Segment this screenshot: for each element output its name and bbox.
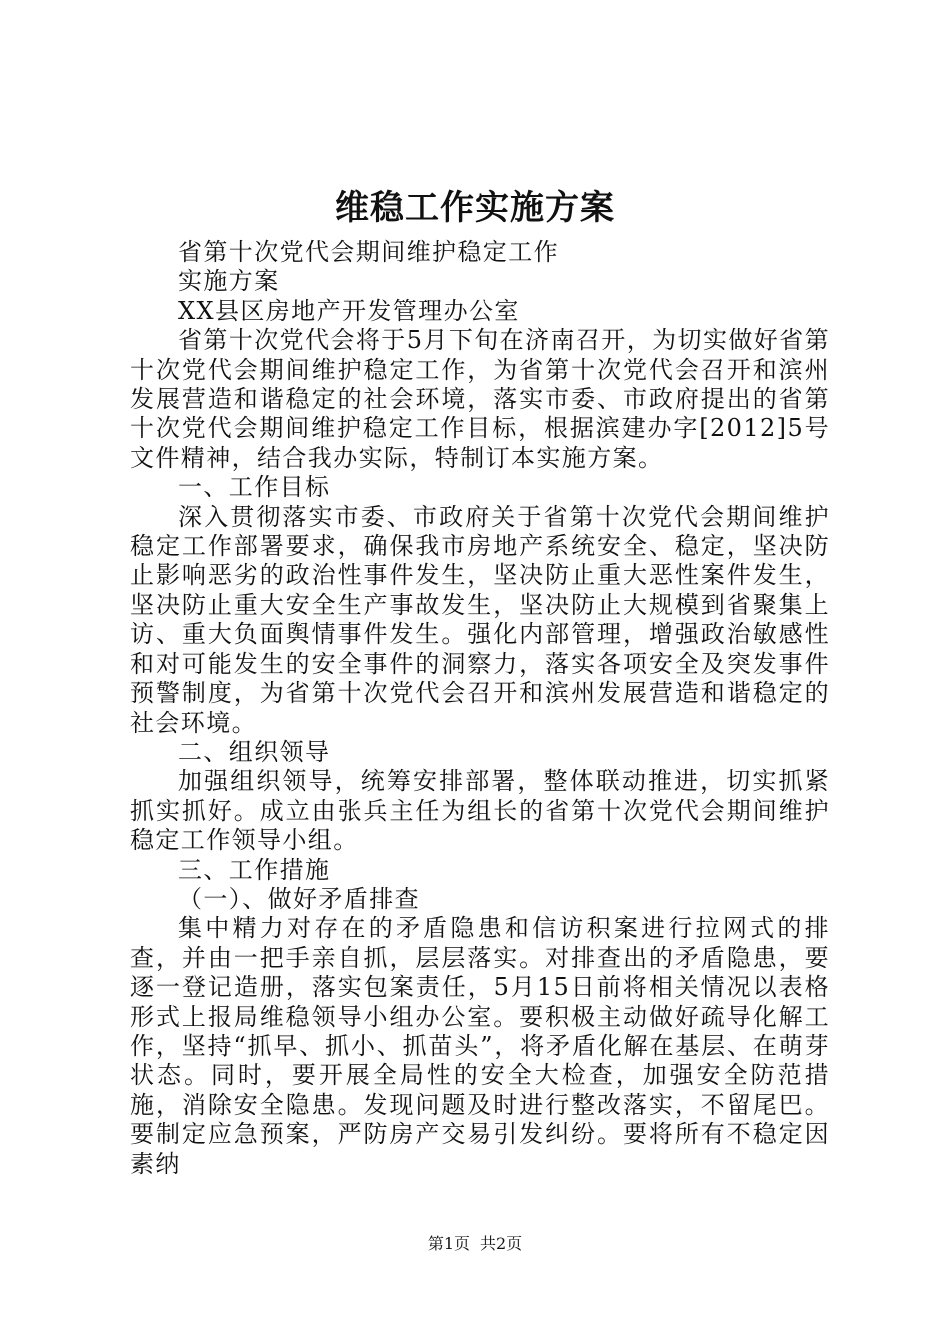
section-heading-goals: 一、工作目标 [178,473,331,502]
paragraph-issuer: XX县区房地产开发管理办公室 [178,296,520,325]
page-total: 共2页 [480,1234,523,1253]
paragraph-leadership: 加强组织领导，统筹安排部署，整体联动推进，切实抓紧抓实抓好。成立由张兵主任为组长的省第十次党代会期间维护稳定工作领导小组。 [130,767,830,855]
subsection-heading-conflict-check: （一）、做好矛盾排查 [178,884,420,913]
paragraph-goals: 深入贯彻落实市委、市政府关于省第十次党代会期间维护稳定工作部署要求，确保我市房地产系统安全、稳定，坚决防止影响恶劣的政治性事件发生，坚决防止重大恶性案件发生，坚决防止重大安全生产事故发生，坚决防止大规模到省聚集上访、重大负面舆情事件发生。强化内部管理，增强政治敏感性和对可能发生的安全事件的洞察力，落实各项安全及突发事件预警制度，为省第十次党代会召开和滨州发展营造和谐稳定的社会环境。 [130,502,830,737]
paragraph-subtitle-line-1: 省第十次党代会期间维护稳定工作 [178,238,559,266]
document-title: 维稳工作实施方案 [335,188,615,228]
paragraph-conflict-check: 集中精力对存在的矛盾隐患和信访积案进行拉网式的排查，并由一把手亲自抓，层层落实。对排查出的矛盾隐患，要逐一登记造册，落实包案责任，5月15日前将相关情况以表格形式上报局维稳领导小组办公室。要积极主动做好疏导化解工作，坚持“抓早、抓小、抓苗头”，将矛盾化解在基层、在萌芽状态。同时，要开展全局性的安全大检查，加强安全防范措施，消除安全隐患。发现问题及时进行整改落实，不留尾巴。要制定应急预案，严防房产交易引发纠纷。要将所有不稳定因素纳 [130,914,830,1178]
page-number: 第1页 [427,1234,470,1253]
section-heading-measures: 三、工作措施 [178,855,331,884]
paragraph-subtitle-line-2: 实施方案 [178,267,280,296]
page-footer [0,1232,950,1256]
section-heading-leadership: 二、组织领导 [178,737,331,766]
paragraph-intro: 省第十次党代会将于5月下旬在济南召开，为切实做好省第十次党代会期间维护稳定工作，为省第十次党代会召开和滨州发展营造和谐稳定的社会环境，落实市委、市政府提出的省第十次党代会期间维护稳定工作目标，根据滨建办字[2012]5号文件精神，结合我办实际，特制订本实施方案。 [130,326,830,472]
document-body [130,238,830,1179]
